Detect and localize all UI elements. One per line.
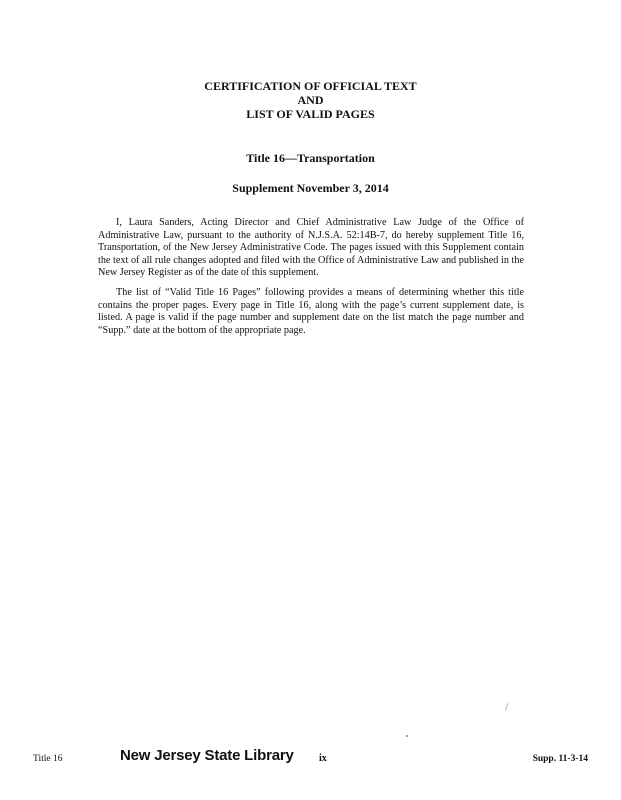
heading-and: AND <box>297 93 324 107</box>
scan-speck <box>406 735 408 737</box>
page-number: ix <box>319 753 327 764</box>
valid-pages-heading: LIST OF VALID PAGES <box>246 107 375 121</box>
scan-speck <box>505 703 509 711</box>
footer-supplement-date: Supp. 11-3-14 <box>532 754 588 764</box>
valid-pages-paragraph: The list of “Valid Title 16 Pages” following provides a means of determining whether this title contains the proper pages. Every page in Title 16, along with the page’s current supplement date, is listed. A page is valid if the page number and supplement date on the list match the page number and “Supp.” date at the bottom of the appropriate page. <box>98 287 524 336</box>
library-stamp: New Jersey State Library <box>120 747 294 764</box>
certification-heading: CERTIFICATION OF OFFICIAL TEXT <box>204 79 417 93</box>
certification-paragraph: I, Laura Sanders, Acting Director and Chief Administrative Law Judge of the Office of Administrative Law, pursuant to the authority of N.J.S.A. 52:14B-7, do hereby supplement Title 16, Transportation, of the New Jersey Administrative Code. The pages issued with this Supplement contain the text of all rule changes adopted and filed with the Office of Administrative Law and published in the New Jersey Register as of the date of this supplement. <box>98 217 524 278</box>
footer-title: Title 16 <box>33 754 63 764</box>
supplement-date-heading: Supplement November 3, 2014 <box>232 181 389 195</box>
title-heading: Title 16—Transportation <box>246 151 375 165</box>
